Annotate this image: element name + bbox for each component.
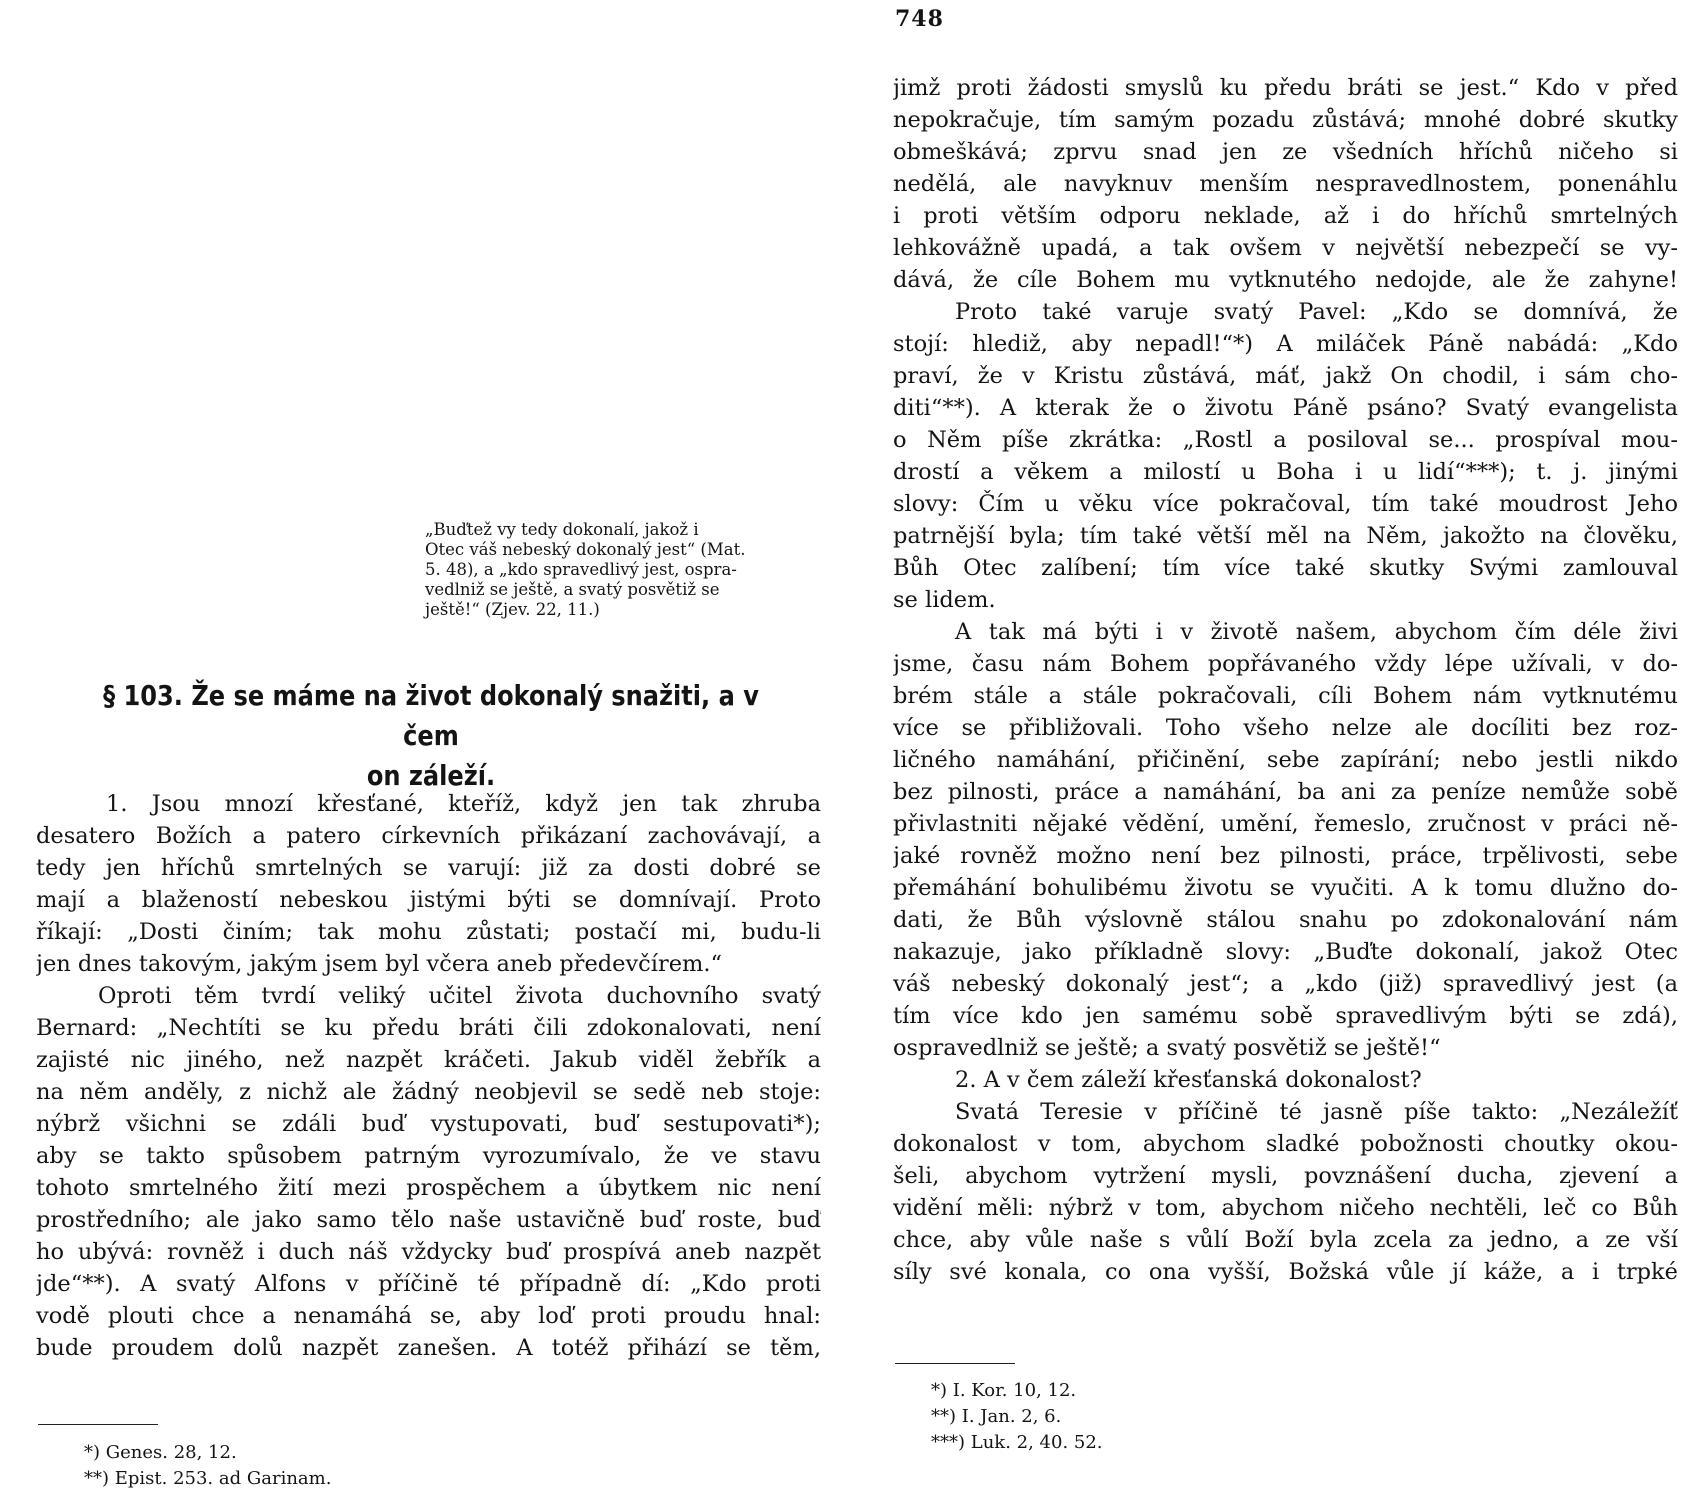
body-line: dokonalost v tom, abychom sladké pobožnosti choutky okou- [893, 1131, 1678, 1157]
body-line: vidění měli: nýbrž v tom, abychom ničeho nechtěli, leč co Bůh [893, 1195, 1678, 1221]
epigraph-line: ještě!“ (Zjev. 22, 11.) [425, 600, 600, 619]
body-line: vodě plouti chce a nenamáhá se, aby loď proti proudu hnal: [36, 1303, 821, 1329]
body-line: 1. Jsou mnozí křesťané, kteříž, když jen tak zhruba [106, 791, 821, 817]
body-line: jde“**). A svatý Alfons v příčině té případně dí: „Kdo proti [36, 1271, 821, 1297]
footnote: ***) Luk. 2, 40. 52. [931, 1432, 1103, 1453]
epigraph [425, 520, 820, 620]
body-line: chce, aby vůle naše s vůlí Boží byla zcela za jedno, a ze vší [893, 1227, 1678, 1253]
left-footnotes [84, 1440, 331, 1492]
page-number: 748 [895, 6, 944, 32]
body-line: patrnější byla; tím také větší měl na Něm, jakožto na člověku, [893, 523, 1678, 549]
body-line: šeli, abychom vytržení mysli, povznášení ducha, zjevení a [893, 1163, 1678, 1189]
body-line: dati, že Bůh výslovně stálou snahu po zdokonalování nám [893, 907, 1678, 933]
body-line: zajisté nic jiného, než nazpět kráčeti. Jakub viděl žebřík a [36, 1047, 821, 1073]
body-line: ospravedlniž se ještě; a svatý posvětiž se ještě!“ [893, 1035, 1441, 1061]
right-footnotes [931, 1378, 1103, 1456]
body-line: diti“**). A kterak že o životu Páně psáno? Svatý evangelista [893, 395, 1678, 421]
footnote: **) I. Jan. 2, 6. [931, 1406, 1062, 1427]
footnote: *) Genes. 28, 12. [84, 1442, 237, 1463]
body-line: Oproti těm tvrdí veliký učitel života duchovního svatý [98, 983, 821, 1009]
body-line: síly své konala, co ona vyšší, Božská vůle jí káže, a i trpké [893, 1259, 1678, 1285]
body-line: nepokračuje, tím samým pozadu zůstává; mnohé dobré skutky [893, 107, 1678, 133]
section-title [91, 676, 770, 796]
body-line: nedělá, ale navyknuv menším nespravedlnostem, ponenáhlu [893, 171, 1678, 197]
footnote: **) Epist. 253. ad Garinam. [84, 1468, 332, 1489]
body-line: mají a blažeností nebeskou jistými býti se domnívají. Proto [36, 887, 821, 913]
body-line: nýbrž všichni se zdáli buď vystupovati, buď sestupovati*); [36, 1111, 821, 1137]
body-line: aby se takto spůsobem patrným vyrozumívalo, že ve stavu [36, 1143, 821, 1169]
body-line: lehkovážně upadá, a tak ovšem v největší nebezpečí se vy- [893, 235, 1678, 261]
body-line: prostředního; ale jako samo tělo naše ustavičně buď roste, buď [36, 1207, 821, 1233]
body-line: váš nebeský dokonalý jest“; a „kdo (již) spravedlivý jest (a [893, 971, 1678, 997]
body-line: i proti větším odporu neklade, až i do hříchů smrtelných [893, 203, 1678, 229]
body-line: jen dnes takovým, jakým jsem byl včera aneb předevčírem.“ [36, 951, 723, 977]
epigraph-line: 5. 48), a „kdo spravedlivý jest, ospra- [425, 560, 737, 579]
right-page [845, 0, 1690, 1500]
body-line: slovy: Čím u věku více pokračoval, tím také moudrost Jeho [893, 491, 1678, 517]
body-line: praví, že v Kristu zůstává, máť, jakž On chodil, i sám cho- [893, 363, 1678, 389]
body-line: A tak má býti i v životě našem, abychom čím déle živi [955, 619, 1678, 645]
epigraph-line: „Buďtež vy tedy dokonalí, jakož i [425, 520, 699, 539]
body-line: tím více kdo jen samému sobě spravedlivým býti se zdá), [893, 1003, 1678, 1029]
body-line: drostí a věkem a milostí u Boha i u lidí“***); t. j. jinými [893, 459, 1678, 485]
section-title-line: on záleží. [366, 759, 496, 792]
body-line: tohoto smrtelného žití mezi prospěchem a úbytkem nic není [36, 1175, 821, 1201]
epigraph-line: vedlniž se ještě, a svatý posvětiž se [425, 580, 720, 599]
body-line: bez pilnosti, práce a namáhání, ba ani za peníze nemůže sobě [893, 779, 1678, 805]
body-line: říkají: „Dosti činím; tak mohu zůstati; postačí mi, budu-li [36, 919, 821, 945]
body-line: nakazuje, jako příkladně slovy: „Buďte dokonalí, jakož Otec [893, 939, 1678, 965]
left-body-text [36, 788, 821, 1364]
body-line: tedy jen hříchů smrtelných se varují: již za dosti dobré se [36, 855, 821, 881]
body-line: jimž proti žádosti smyslů ku předu bráti se jest.“ Kdo v před [893, 75, 1678, 101]
body-line: přemáhání bohulibému životu se vyučiti. A k tomu dlužno do- [893, 875, 1678, 901]
section-title-line: § 103. Že se máme na život dokonalý snažiti, a v čem [103, 679, 759, 752]
body-line: ličného namáhání, přičinění, sebe zapírání; nebo jestli nikdo [893, 747, 1678, 773]
body-line: bude proudem dolů nazpět zanešen. A totéž přihází se těm, [36, 1335, 821, 1361]
body-line: více se přibližovali. Toho všeho nelze ale docíliti bez roz- [893, 715, 1678, 741]
body-line: Svatá Teresie v příčině té jasně píše takto: „Nezáležíť [955, 1099, 1678, 1125]
body-line: Bůh Otec zalíbení; tím více také skutky Svými zamlouval [893, 555, 1678, 581]
body-line: ho ubývá: rovněž i duch náš vždycky buď prospívá aneb nazpět [36, 1239, 821, 1265]
body-line: se lidem. [893, 587, 996, 613]
body-line: Bernard: „Nechtíti se ku předu bráti čili zdokonalovati, není [36, 1015, 821, 1041]
body-line: obmeškává; zprvu snad jen ze všedních hříchů ničeho si [893, 139, 1678, 165]
body-line: přivlastniti nějaké vědění, umění, řemeslo, zručnost v práci ně- [893, 811, 1678, 837]
body-line: jsme, času nám Bohem popřávaného vždy lépe užívali, v do- [893, 651, 1678, 677]
body-line: desatero Božích a patero církevních přikázaní zachovávají, a [36, 823, 821, 849]
footnote: *) I. Kor. 10, 12. [931, 1380, 1077, 1401]
body-line: dává, že cíle Bohem mu vytknutého nedojde, ale že zahyne! [893, 267, 1678, 293]
body-line: Proto také varuje svatý Pavel: „Kdo se domnívá, že [955, 299, 1678, 325]
body-line: jaké rovněž možno není bez pilnosti, práce, trpělivosti, sebe [893, 843, 1678, 869]
right-body-text [893, 72, 1678, 1288]
body-line: na něm anděly, z nichž ale žádný neobjevil se sedě neb stoje: [36, 1079, 821, 1105]
body-line: stojí: hlediž, aby nepadl!“*) A miláček Páně nabádá: „Kdo [893, 331, 1678, 357]
footnote-rule [38, 1424, 158, 1425]
body-line: 2. A v čem záleží křesťanská dokonalost? [955, 1067, 1422, 1093]
footnote-rule [895, 1363, 1015, 1364]
body-line: brém stále a stále pokračovali, cíli Bohem nám vytknutému [893, 683, 1678, 709]
epigraph-line: Otec váš nebeský dokonalý jest“ (Mat. [425, 540, 746, 559]
body-line: o Něm píše zkrátka: „Rostl a posiloval se... prospíval mou- [893, 427, 1678, 453]
